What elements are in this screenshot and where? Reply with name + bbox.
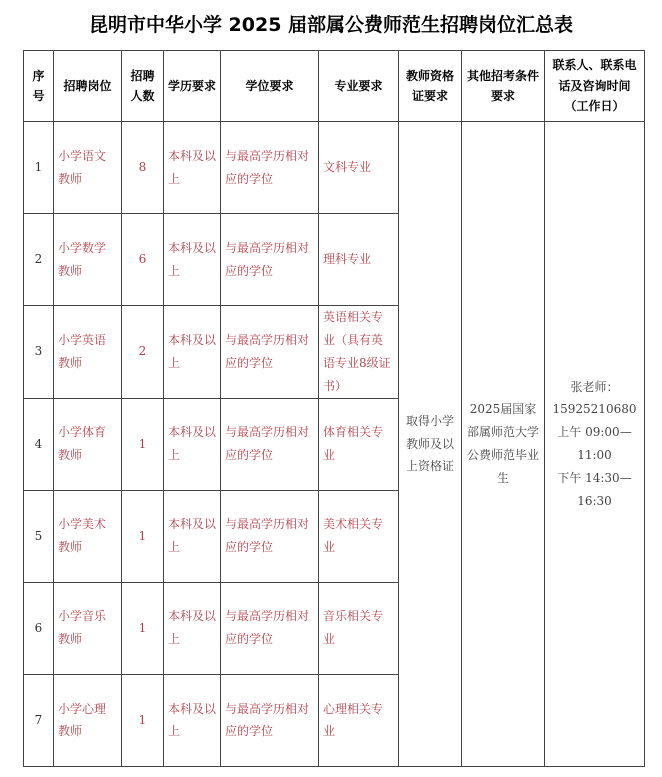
contact-afternoon: 下午 14:30—16:30 — [557, 470, 632, 508]
row-education: 本科及以上 — [164, 214, 221, 306]
row-education: 本科及以上 — [164, 490, 221, 582]
row-post: 小学数学教师 — [54, 214, 122, 306]
row-degree: 与最高学历相对应的学位 — [221, 306, 319, 398]
header-other: 其他招考条件要求 — [462, 51, 545, 122]
row-post: 小学音乐教师 — [54, 582, 122, 674]
row-post: 小学英语教师 — [54, 306, 122, 398]
row-post: 小学体育教师 — [54, 398, 122, 490]
table-row — [24, 122, 645, 214]
row-count: 1 — [122, 490, 164, 582]
row-index: 7 — [24, 674, 54, 766]
row-major: 心理相关专业 — [319, 674, 399, 766]
header-row — [24, 51, 645, 122]
row-major: 英语相关专业（具有英语专业8级证书） — [319, 306, 399, 398]
row-education: 本科及以上 — [164, 582, 221, 674]
row-post: 小学语文教师 — [54, 122, 122, 214]
row-degree: 与最高学历相对应的学位 — [221, 122, 319, 214]
other-requirement: 2025届国家部属师范大学公费师范毕业生 — [462, 122, 545, 767]
row-count: 1 — [122, 582, 164, 674]
row-degree: 与最高学历相对应的学位 — [221, 398, 319, 490]
header-cert: 教师资格证要求 — [399, 51, 462, 122]
row-index: 5 — [24, 490, 54, 582]
row-major: 文科专业 — [319, 122, 399, 214]
row-education: 本科及以上 — [164, 122, 221, 214]
row-major: 理科专业 — [319, 214, 399, 306]
page-title: 昆明市中华小学 2025 届部属公费师范生招聘岗位汇总表 — [88, 14, 574, 36]
row-count: 8 — [122, 122, 164, 214]
row-education: 本科及以上 — [164, 306, 221, 398]
header-degree: 学位要求 — [221, 51, 319, 122]
row-index: 6 — [24, 582, 54, 674]
row-post: 小学心理教师 — [54, 674, 122, 766]
contact-morning: 上午 09:00—11:00 — [557, 425, 632, 462]
row-count: 2 — [122, 306, 164, 398]
row-degree: 与最高学历相对应的学位 — [221, 582, 319, 674]
row-count: 1 — [122, 398, 164, 490]
recruitment-table — [23, 50, 645, 767]
row-education: 本科及以上 — [164, 398, 221, 490]
cert-requirement: 取得小学教师及以上资格证 — [399, 122, 462, 767]
row-major: 体育相关专业 — [319, 398, 399, 490]
row-degree: 与最高学历相对应的学位 — [221, 490, 319, 582]
contact-info — [545, 122, 645, 767]
header-contact: 联系人、联系电话及咨询时间（工作日） — [545, 51, 645, 122]
row-degree: 与最高学历相对应的学位 — [221, 214, 319, 306]
row-degree: 与最高学历相对应的学位 — [221, 674, 319, 766]
contact-name: 张老师： — [570, 379, 619, 394]
row-index: 3 — [24, 306, 54, 398]
row-post: 小学美术教师 — [54, 490, 122, 582]
header-count: 招聘人数 — [122, 51, 164, 122]
row-index: 2 — [24, 214, 54, 306]
row-count: 1 — [122, 674, 164, 766]
header-education: 学历要求 — [164, 51, 221, 122]
row-education: 本科及以上 — [164, 674, 221, 766]
row-major: 美术相关专业 — [319, 490, 399, 582]
header-index: 序号 — [24, 51, 54, 122]
row-count: 6 — [122, 214, 164, 306]
contact-phone: 15925210680 — [552, 402, 637, 417]
header-post: 招聘岗位 — [54, 51, 122, 122]
header-major: 专业要求 — [319, 51, 399, 122]
row-major: 音乐相关专业 — [319, 582, 399, 674]
row-index: 4 — [24, 398, 54, 490]
row-index: 1 — [24, 122, 54, 214]
